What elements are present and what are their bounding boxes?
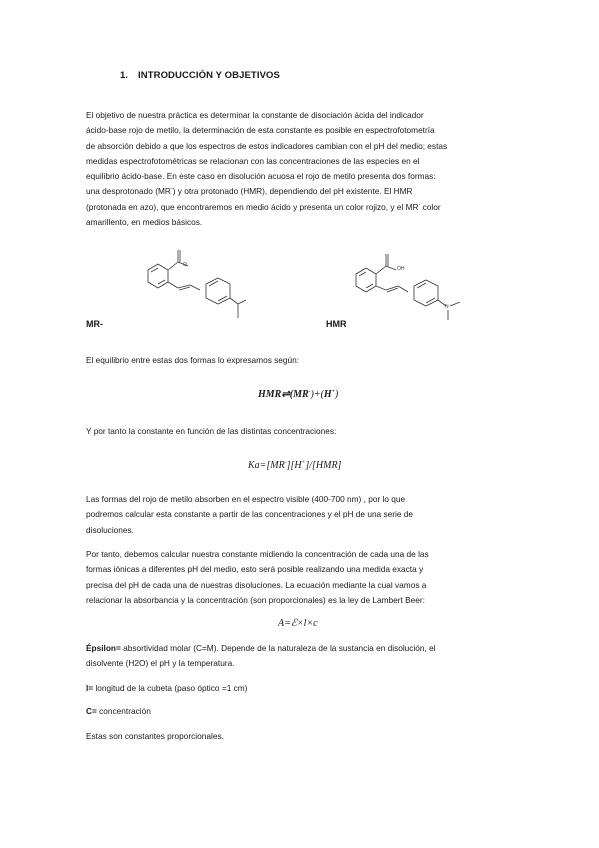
equilibrium-equation: HMR⇌(MR-)+(H+) <box>258 388 339 400</box>
dissociation-constant-equation: Ka=[MR-][H+]/[HMR] <box>248 459 342 471</box>
section-title: INTRODUCCIÓN Y OBJETIVOS <box>138 70 280 81</box>
intro-line: de absorción debido a que los espectros de estos indicadores cambian con el pH del medio; estas <box>86 140 448 151</box>
intro-line: equilibrio ácido-base. En este caso en disolución acuosa el rojo de metilo presenta dos formas: <box>86 171 436 182</box>
closing-sentence: Estas son constantes proporcionales. <box>86 731 224 741</box>
hmr-structure-diagram <box>348 248 498 338</box>
mr-label: MR- <box>86 319 103 329</box>
section-number: 1. <box>120 70 129 81</box>
intro-line: una desprotonado (MR-) y otra protonado (HMR), dependiendo del pH existente. El HMR <box>86 186 413 197</box>
lambert-beer-equation: A=ℰ×l×c <box>278 618 318 629</box>
intro-line: ácido-base rojo de metilo, la determinación de esta constante es posible en espectrofotometría <box>86 125 435 136</box>
intro-line: amarillento, en medios básicos. <box>86 217 203 228</box>
equilibrium-intro: El equilibrio entre estas dos formas lo expresamos según: <box>86 355 300 365</box>
intro-paragraph <box>86 108 513 230</box>
method-paragraph: Por tanto, debemos calcular nuestra constante midiendo la concentración de cada una de las formas iónicas a diferentes pH del medio, esto será posible realizando una medida exacta y precisa del pH de cada una de nuestras disoluciones. La ecuación mediante la cual vamos a relacionar la absorbancia y la concentración (son proporcionales) es la ley de Lambert Beer: <box>86 549 429 605</box>
intro-line: (protonada en azo), que encontraremos en medio ácido y presenta un color rojizo, y el MR- color <box>86 201 441 212</box>
oxygen-atom-label: O <box>183 262 187 268</box>
intro-line: medidas espectrofotométricas se relacionan con las concentraciones de las especies en el <box>86 155 420 166</box>
constant-intro: Y por tanto la constante en función de las distintas concentraciones: <box>86 426 337 436</box>
absorption-paragraph: Las formas del rojo de metilo absorben en el espectro visible (400-700 nm) , por lo que podremos calcular esta constante a partir de las concentraciones y el pH de una serie de disoluciones. <box>86 494 413 535</box>
concentration-definition: C= concentración <box>86 706 151 716</box>
epsilon-definition: Épsilon= absortividad molar (C=M). Depende de la naturaleza de la sustancia en disolución, el disolvente (H2O) el pH y la temperatura. <box>86 643 436 669</box>
nitrogen-label: N <box>445 304 449 310</box>
mr-structure-diagram <box>128 240 278 330</box>
intro-line: El objetivo de nuestra práctica es determinar la constante de disociación ácida del indicador <box>86 110 424 120</box>
section-heading <box>120 70 280 81</box>
length-definition: l= longitud de la cubeta (paso óptico =1 cm) <box>86 683 248 693</box>
hmr-label: HMR <box>326 319 347 329</box>
hydroxyl-label: OH <box>397 266 405 272</box>
